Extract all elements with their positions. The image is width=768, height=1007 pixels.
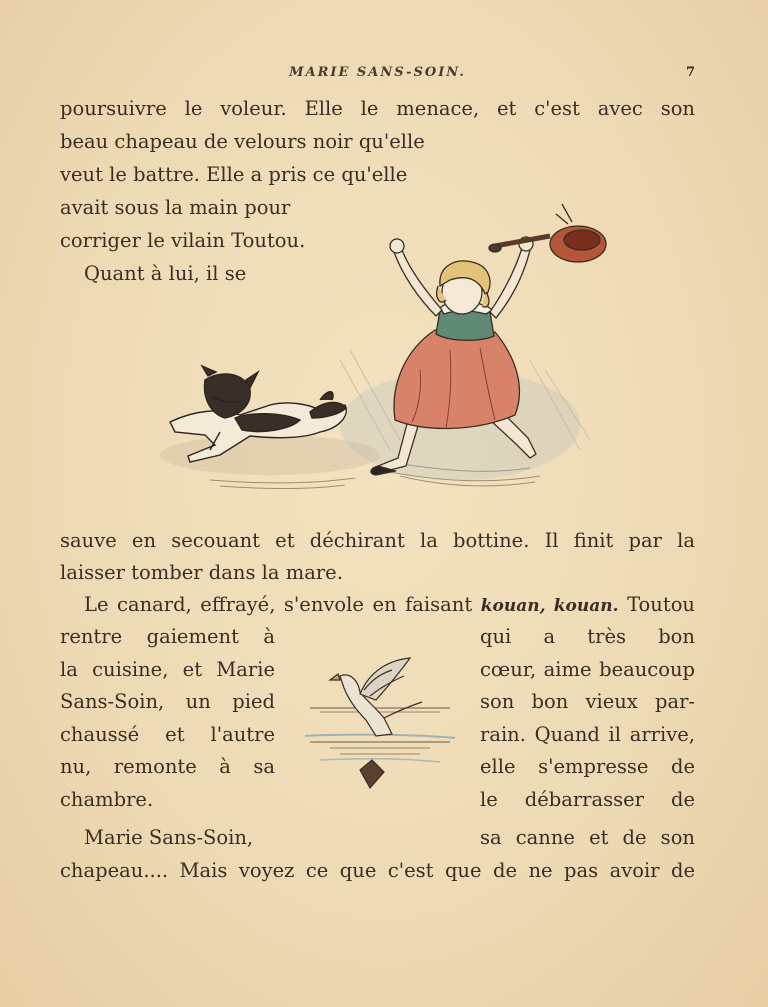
left-col-line: chambre. — [60, 787, 154, 811]
running-title: MARIE SANS-SOIN. — [289, 65, 466, 80]
right-col-line: cœur, aime beaucoup — [480, 657, 695, 681]
text-line-9-end: Toutou — [618, 593, 695, 616]
left-col-line: rentre gaiement à — [60, 625, 275, 648]
left-col-line: Sans-Soin, un pied — [60, 690, 275, 714]
text-line-9-start: Le canard, effrayé, s'envole en faisant — [84, 593, 481, 616]
right-col-line: son bon vieux par- — [480, 690, 695, 714]
page-number: 7 — [685, 65, 695, 80]
right-col-line: rain. Quand il arrive, — [480, 722, 695, 746]
right-col-line: elle s'empresse de — [480, 755, 695, 779]
left-column — [60, 621, 275, 817]
text-line-6: Quant à lui, il se — [84, 262, 247, 285]
page-header — [60, 63, 695, 83]
text-line-9-italic: kouan, kouan. — [480, 596, 619, 616]
duck — [330, 658, 422, 788]
right-col-line: qui a très bon — [480, 625, 695, 648]
frying-pan — [489, 204, 606, 262]
text-line-3: veut le battre. Elle a pris ce qu'elle — [60, 163, 408, 186]
text-line-16-left: Marie Sans-Soin, — [84, 826, 254, 849]
girl-chasing-dog-illustration — [150, 200, 630, 510]
right-column — [480, 621, 695, 817]
text-line-8: laisser tomber dans la mare. — [60, 561, 343, 584]
text-line-9 — [60, 589, 695, 621]
left-col-line: la cuisine, et Marie — [60, 657, 275, 681]
text-line-7: sauve en secouant et déchirant la bottine. Il finit par la — [60, 529, 695, 552]
text-line-4: avait sous la main pour — [60, 196, 291, 219]
text-line-5: corriger le vilain Toutou. — [60, 229, 306, 252]
text-line-17: chapeau.... Mais voyez ce que c'est que de ne pas avoir de — [60, 859, 695, 882]
right-col-line: le débarrasser de — [480, 787, 695, 811]
duck-flying-illustration — [300, 650, 460, 810]
left-col-line: nu, remonte à sa — [60, 755, 275, 779]
text-line-16-right: sa canne et de son — [480, 826, 695, 849]
left-col-line: chaussé et l'autre — [60, 722, 275, 746]
text-line-2: beau chapeau de velours noir qu'elle — [60, 130, 425, 153]
text-line-1: poursuivre le voleur. Elle le menace, et c'est avec son — [60, 97, 695, 120]
